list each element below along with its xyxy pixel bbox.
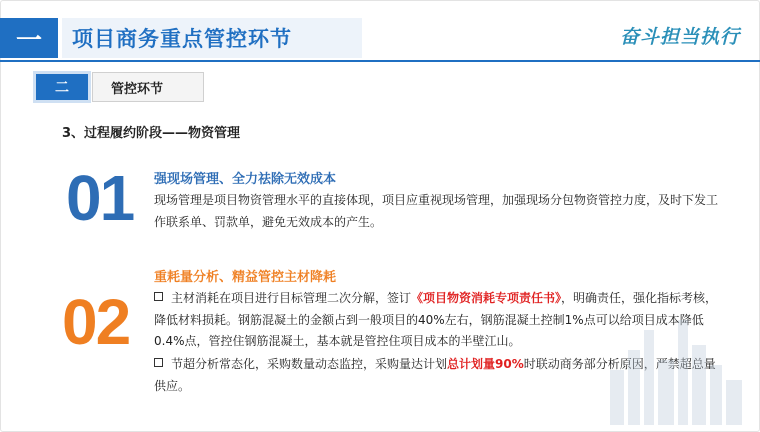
subheader-label: 管控环节 <box>92 72 204 102</box>
item-number-02: 02 <box>62 286 130 358</box>
item-heading-01: 强现场管理、全力祛除无效成本 <box>154 172 337 187</box>
section-title: 3、过程履约阶段——物资管理 <box>62 126 241 141</box>
brand-slogan-logo: 奋斗担当执行 <box>620 25 741 48</box>
item-heading-02: 重耗量分析、精益管控主材降耗 <box>154 270 337 285</box>
subheader-number: 二 <box>36 74 88 100</box>
city-skyline-watermark <box>600 300 750 425</box>
bullet2-highlight: 总计划量90% <box>447 357 524 371</box>
bullet2-text-a: 节超分析常态化，采购数量动态监控，采购量达计划 <box>171 357 448 371</box>
header-divider <box>0 60 760 62</box>
bullet1-highlight: 《项目物资消耗专项责任书》 <box>411 291 562 305</box>
square-bullet-icon <box>154 358 163 367</box>
header-section-number: 一 <box>0 18 58 58</box>
header-title: 项目商务重点管控环节 <box>62 18 362 58</box>
item-text-01: 现场管理是项目物资管理水平的直接体现，项目应重视现场管理，加强现场分包物资管控力度，及时下发工作联系单、罚款单，避免无效成本的产生。 <box>154 193 719 229</box>
bullet2-text-b: 时联动商务部分析原因，严禁超总量供应。 <box>154 357 716 393</box>
bullet1-text-a: 主材消耗在项目进行目标管理二次分解，签订 <box>171 291 412 305</box>
item-number-01: 01 <box>66 162 134 234</box>
bullet1-text-b: ，明确责任，强化指标考核，降低材料损耗。钢筋混凝土的金额占到一般项目的40%左右，钢筋混凝土控制1%点可以给项目成本降低0.4%点，管控住钢筋混凝土，基本就是管控住项目成本的半壁江山。 <box>154 291 718 348</box>
square-bullet-icon <box>154 292 163 301</box>
